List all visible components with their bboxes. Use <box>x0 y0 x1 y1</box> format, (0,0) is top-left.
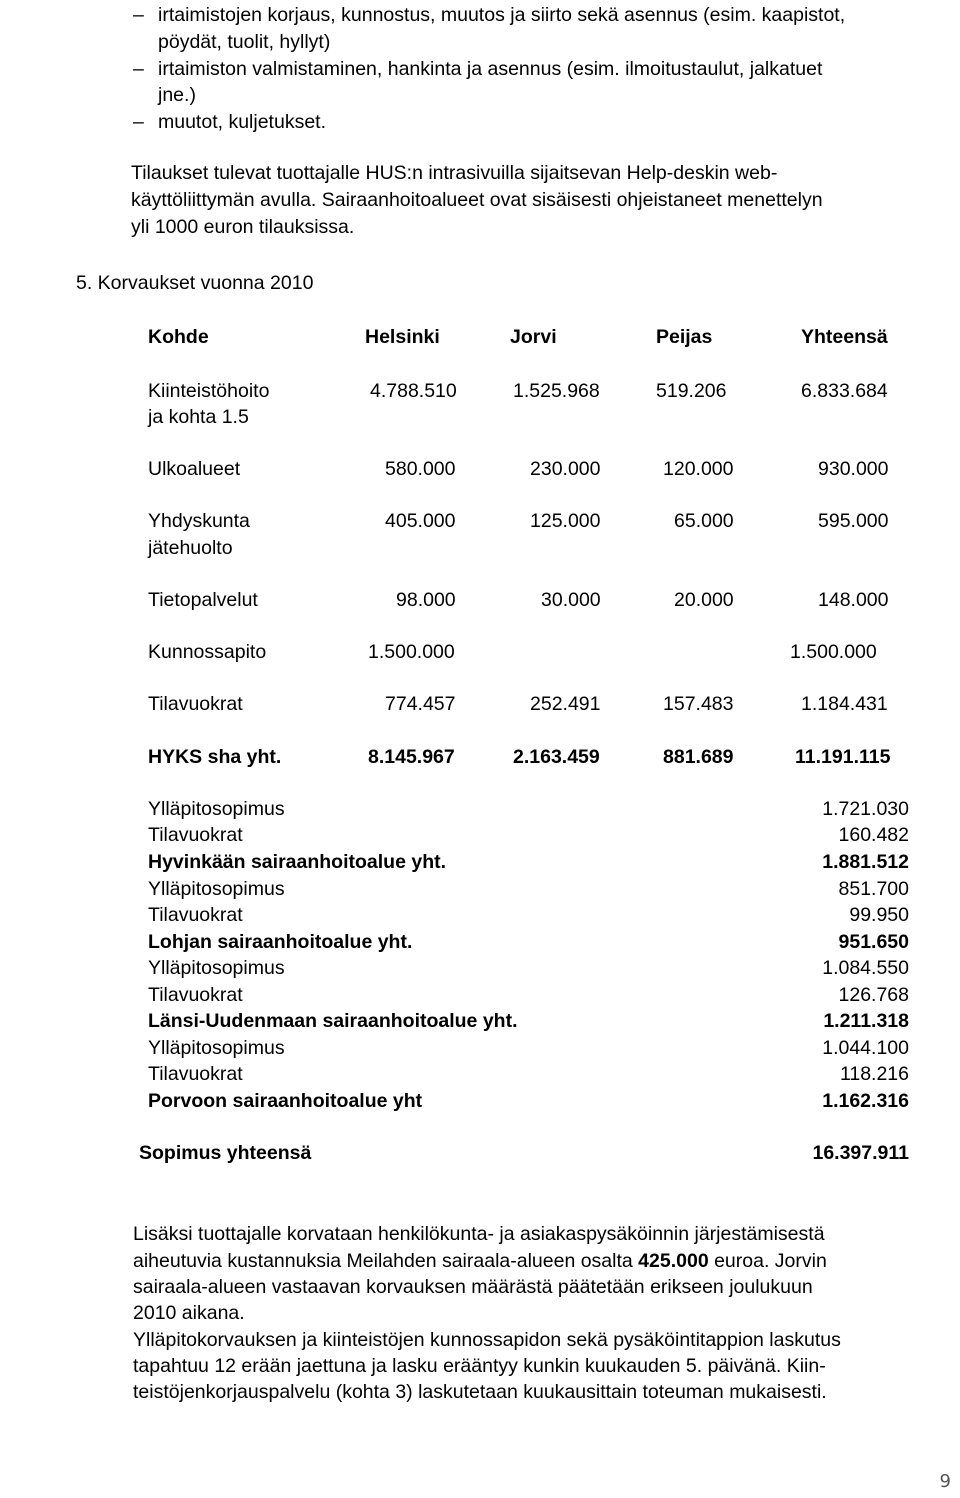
bullet-line: irtaimiston valmistaminen, hankinta ja asennus (esim. ilmoitustaulut, jalkatuet <box>158 58 823 80</box>
bullet-line: irtaimistojen korjaus, kunnostus, muutos ja siirto sekä asennus (esim. kaapistot, <box>158 4 846 26</box>
table-header-yhteensa: Yhteensä <box>801 326 888 348</box>
table-header-kohde: Kohde <box>148 326 209 348</box>
table-cell-helsinki: 4.788.510 <box>370 380 457 402</box>
summary-value: 1.211.318 <box>823 1010 909 1032</box>
paragraph-line: Lisäksi tuottajalle korvataan henkilökunta- ja asiakaspysäköinnin järjestämisestä <box>133 1223 825 1245</box>
summary-label: Hyvinkään sairaanhoitoalue yht. <box>148 851 447 873</box>
table-cell-kohde: Ulkoalueet <box>148 458 241 480</box>
bullet-dash: – <box>133 58 144 80</box>
total-label: Sopimus yhteensä <box>139 1142 312 1164</box>
table-cell-yhteensa: 11.191.115 <box>795 746 891 768</box>
bullet-line: jne.) <box>158 84 196 106</box>
paragraph-line: 2010 aikana. <box>133 1302 245 1324</box>
summary-value: 126.768 <box>838 984 909 1006</box>
table-cell-peijas: 65.000 <box>674 510 734 532</box>
summary-value: 1.084.550 <box>822 957 909 979</box>
table-cell-jorvi: 125.000 <box>530 510 601 532</box>
table-cell-peijas: 519.206 <box>656 380 727 402</box>
table-cell-helsinki: 405.000 <box>385 510 456 532</box>
summary-value: 1.044.100 <box>822 1037 909 1059</box>
table-header-helsinki: Helsinki <box>365 326 440 348</box>
paragraph-text: euroa. Jorvin <box>708 1250 827 1272</box>
paragraph-line: teistöjenkorjauspalvelu (kohta 3) laskutetaan kuukausittain toteuman mukaisesti. <box>133 1381 827 1403</box>
page-number: 9 <box>939 1471 951 1492</box>
paragraph-text: aiheutuvia kustannuksia Meilahden sairaala-alueen osalta <box>133 1250 639 1272</box>
bullet-dash: – <box>133 111 144 133</box>
summary-value: 160.482 <box>838 824 909 846</box>
table-cell-helsinki: 8.145.967 <box>368 746 455 768</box>
table-cell-kohde: Tietopalvelut <box>148 589 258 611</box>
bullet-line: pöydät, tuolit, hyllyt) <box>158 31 331 53</box>
table-cell-peijas: 120.000 <box>663 458 734 480</box>
table-cell-helsinki: 580.000 <box>385 458 456 480</box>
summary-value: 1.721.030 <box>822 798 909 820</box>
section-heading: 5. Korvaukset vuonna 2010 <box>76 272 314 294</box>
table-cell-helsinki: 774.457 <box>385 693 456 715</box>
table-cell-kohde: Yhdyskunta <box>148 510 250 532</box>
paragraph-line: tapahtuu 12 erään jaettuna ja lasku erääntyy kunkin kuukauden 5. päivänä. Kiin- <box>133 1355 826 1377</box>
table-cell-yhteensa: 6.833.684 <box>801 380 888 402</box>
table-cell-yhteensa: 1.500.000 <box>790 641 877 663</box>
paragraph-line: sairaala-alueen vastaavan korvauksen määrästä päätetään erikseen joulukuun <box>133 1276 813 1298</box>
summary-label: Porvoon sairaanhoitoalue yht <box>148 1090 423 1112</box>
table-cell-peijas: 157.483 <box>663 693 734 715</box>
table-header-jorvi: Jorvi <box>510 326 557 348</box>
summary-label: Lohjan sairaanhoitoalue yht. <box>148 931 413 953</box>
summary-label: Tilavuokrat <box>148 984 243 1006</box>
summary-label: Tilavuokrat <box>148 824 243 846</box>
table-cell-kohde: jätehuolto <box>148 537 233 559</box>
table-cell-kohde: Tilavuokrat <box>148 693 243 715</box>
amount-highlight: 425.000 <box>638 1250 709 1272</box>
summary-label: Ylläpitosopimus <box>148 798 285 820</box>
table-cell-yhteensa: 595.000 <box>818 510 889 532</box>
summary-value: 951.650 <box>838 931 909 953</box>
paragraph-line <box>133 1248 827 1274</box>
table-cell-jorvi: 252.491 <box>530 693 601 715</box>
table-cell-peijas: 20.000 <box>674 589 734 611</box>
table-cell-helsinki: 98.000 <box>396 589 456 611</box>
table-cell-kohde: HYKS sha yht. <box>148 746 282 768</box>
summary-label: Länsi-Uudenmaan sairaanhoitoalue yht. <box>148 1010 518 1032</box>
summary-label: Ylläpitosopimus <box>148 957 285 979</box>
bullet-line: muutot, kuljetukset. <box>158 111 326 133</box>
summary-value: 1.162.316 <box>822 1090 909 1112</box>
summary-value: 99.950 <box>849 904 909 926</box>
table-cell-yhteensa: 1.184.431 <box>801 693 888 715</box>
table-cell-yhteensa: 148.000 <box>818 589 889 611</box>
total-value: 16.397.911 <box>812 1142 909 1164</box>
table-cell-jorvi: 1.525.968 <box>513 380 600 402</box>
table-cell-kohde: ja kohta 1.5 <box>148 406 249 428</box>
table-cell-kohde: Kunnossapito <box>148 641 267 663</box>
summary-label: Ylläpitosopimus <box>148 1037 285 1059</box>
table-cell-yhteensa: 930.000 <box>818 458 889 480</box>
paragraph-line: Ylläpitokorvauksen ja kiinteistöjen kunnossapidon sekä pysäköintitappion laskutus <box>133 1329 841 1351</box>
table-cell-kohde: Kiinteistöhoito <box>148 380 270 402</box>
table-header-peijas: Peijas <box>656 326 713 348</box>
summary-value: 118.216 <box>839 1063 909 1085</box>
table-cell-peijas: 881.689 <box>663 746 734 768</box>
table-cell-helsinki: 1.500.000 <box>368 641 455 663</box>
table-cell-jorvi: 230.000 <box>530 458 601 480</box>
summary-label: Tilavuokrat <box>148 1063 243 1085</box>
paragraph-line: yli 1000 euron tilauksissa. <box>131 216 355 238</box>
summary-value: 1.881.512 <box>822 851 909 873</box>
paragraph-line: Tilaukset tulevat tuottajalle HUS:n intrasivuilla sijaitsevan Help-deskin web- <box>131 162 778 184</box>
table-cell-jorvi: 2.163.459 <box>513 746 600 768</box>
summary-value: 851.700 <box>838 878 909 900</box>
summary-label: Tilavuokrat <box>148 904 243 926</box>
paragraph-line: käyttöliittymän avulla. Sairaanhoitoalueet ovat sisäisesti ohjeistaneet menettelyn <box>131 189 823 211</box>
table-cell-jorvi: 30.000 <box>541 589 601 611</box>
summary-label: Ylläpitosopimus <box>148 878 285 900</box>
bullet-dash: – <box>133 4 144 26</box>
